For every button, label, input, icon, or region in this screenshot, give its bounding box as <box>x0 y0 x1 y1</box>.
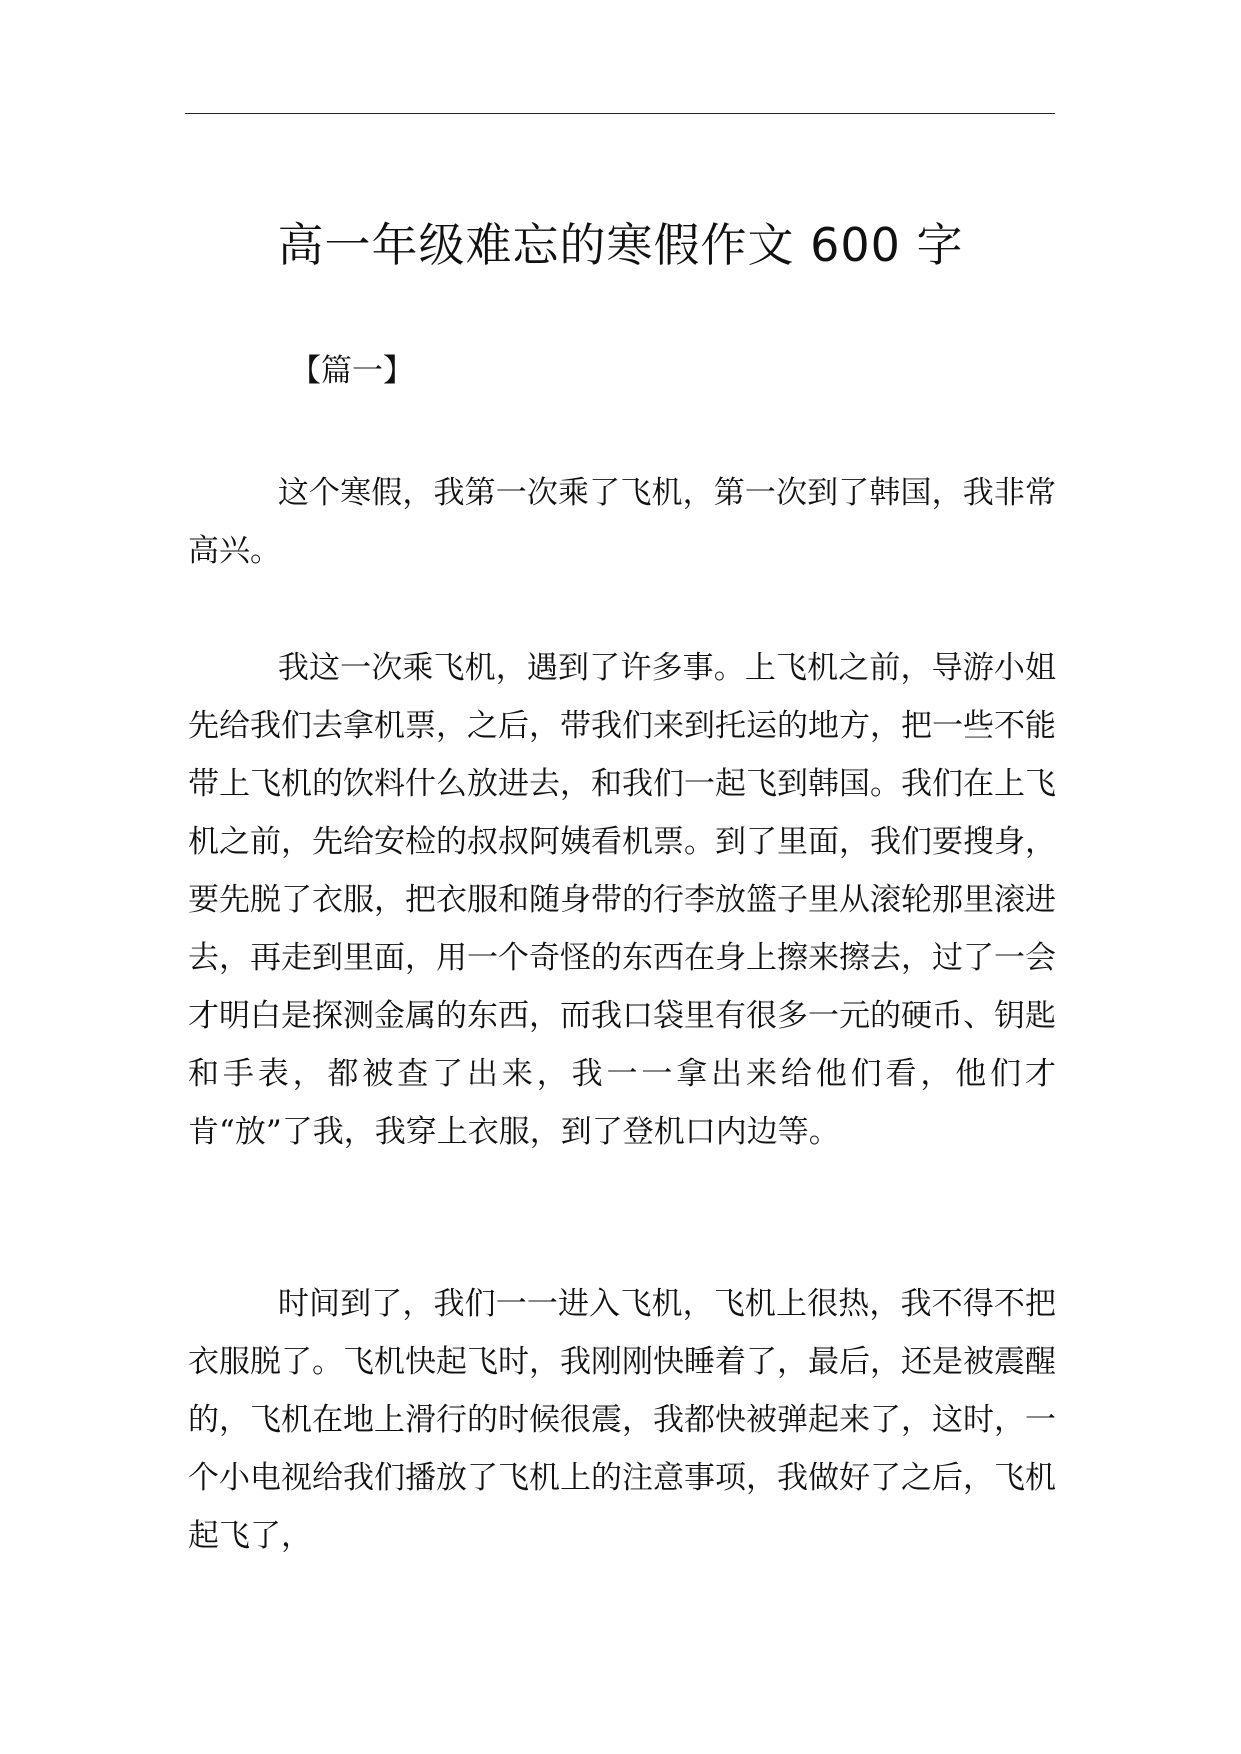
header-rule <box>185 113 1055 114</box>
page-title: 高一年级难忘的寒假作文 600 字 <box>277 218 964 272</box>
paragraph-1: 这个寒假，我第一次乘了飞机，第一次到了韩国，我非常高兴。 <box>188 475 1056 569</box>
section-label: 【篇一】 <box>290 353 414 389</box>
paragraph-3: 时间到了，我们一一进入飞机，飞机上很热，我不得不把衣服脱了。飞机快起飞时，我刚刚快睡着了，最后，还是被震醒的，飞机在地上滑行的时候很震，我都快被弹起来了，这时，一个小电视给我们播放了飞机上的注意事项，我做好了之后，飞机起飞了， <box>188 1286 1056 1554</box>
paragraph-2: 我这一次乘飞机，遇到了许多事。上飞机之前，导游小姐先给我们去拿机票，之后，带我们来到托运的地方，把一些不能带上飞机的饮料什么放进去，和我们一起飞到韩国。我们在上飞机之前，先给安检的叔叔阿姨看机票。到了里面，我们要搜身，要先脱了衣服，把衣服和随身带的行李放篮子里从滚轮那里滚进去，再走到里面，用一个奇怪的东西在身上擦来擦去，过了一会才明白是探测金属的东西，而我口袋里有很多一元的硬币、钥匙和手表，都被查了出来，我一一拿出来给他们看，他们才肯“放”了我，我穿上衣服，到了登机口内边等。 <box>188 650 1056 1150</box>
